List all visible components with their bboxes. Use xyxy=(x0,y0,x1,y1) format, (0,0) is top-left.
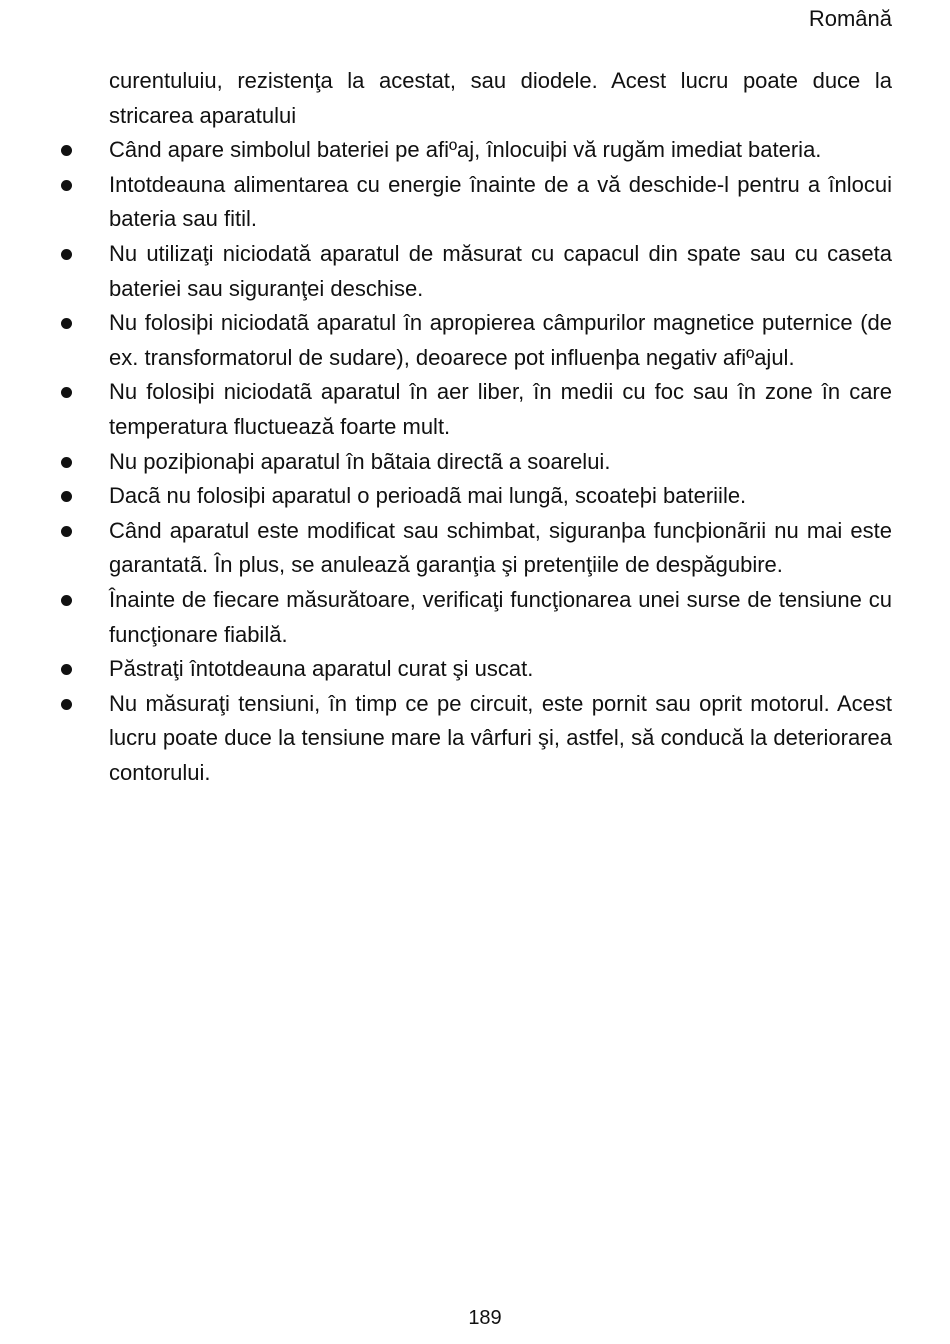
bullet-icon xyxy=(61,318,72,329)
bullet-item xyxy=(56,133,892,168)
bullet-text: Când aparatul este modificat sau schimbat, siguranþa funcþionãrii nu mai este garantatã. În plus, se anulează garanţia şi pretenţiile de despăgubire. xyxy=(109,517,892,578)
bullet-text: Păstraţi întotdeauna aparatul curat şi uscat. xyxy=(109,656,534,682)
bullet-item xyxy=(56,168,892,237)
bullet-text: Nu folosiþi niciodatã aparatul în apropierea câmpurilor magnetice puternice (de ex. transformatorul de sudare), deoarece pot influenþa negativ afiºajul. xyxy=(109,310,892,370)
bullet-icon xyxy=(61,249,72,260)
page-number: 189 xyxy=(468,1307,502,1329)
bullet-text: Înainte de fiecare măsurătoare, verificaţi funcţionarea unei surse de tensiune cu funcţionare fiabilă. xyxy=(109,586,892,647)
bullet-text: Nu măsuraţi tensiuni, în timp ce pe circuit, este pornit sau oprit motorul. Acest lucru poate duce la tensiune mare la vârfuri şi, astfel, să conducă la deteriorarea contorului. xyxy=(109,690,892,785)
bullet-text: Nu poziþionaþi aparatul în bãtaia directã a soarelui. xyxy=(109,448,611,474)
bullet-text: Nu utilizaţi niciodată aparatul de măsurat cu capacul din spate sau cu caseta bateriei sau siguranţei deschise. xyxy=(109,240,892,301)
document-body xyxy=(56,64,892,790)
bullet-item xyxy=(56,652,892,687)
page-header-language: Română xyxy=(808,6,892,31)
bullet-text: Nu folosiþi niciodatã aparatul în aer liber, în medii cu foc sau în zone în care temperatura fluctuează foarte mult. xyxy=(109,379,892,439)
bullet-text: Intotdeauna alimentarea cu energie înainte de a vă deschide-l pentru a înlocui bateria sau fitil. xyxy=(109,171,892,232)
bullet-icon xyxy=(61,457,72,468)
bullet-icon xyxy=(61,526,72,537)
bullet-icon xyxy=(61,664,72,675)
bullet-icon xyxy=(61,387,72,398)
bullet-item xyxy=(56,514,892,583)
bullet-item xyxy=(56,445,892,480)
bullet-text: Dacã nu folosiþi aparatul o perioadã mai lungã, scoateþi bateriile. xyxy=(109,483,747,509)
bullet-item xyxy=(56,237,892,306)
bullet-item xyxy=(56,375,892,444)
bullet-text: Când apare simbolul bateriei pe afiºaj, înlocuiþi vă rugăm imediat bateria. xyxy=(109,137,822,163)
bullet-item xyxy=(56,583,892,652)
bullet-icon xyxy=(61,491,72,502)
bullet-item xyxy=(56,306,892,375)
bullet-item xyxy=(56,479,892,514)
continuation-paragraph: curentuluiu, rezistenţa la acestat, sau diodele. Acest lucru poate duce la stricarea aparatului xyxy=(109,68,892,128)
bullet-icon xyxy=(61,595,72,606)
bullet-icon xyxy=(61,180,72,191)
safety-bullet-list xyxy=(56,133,892,790)
bullet-icon xyxy=(61,145,72,156)
bullet-item xyxy=(56,687,892,791)
bullet-icon xyxy=(61,699,72,710)
